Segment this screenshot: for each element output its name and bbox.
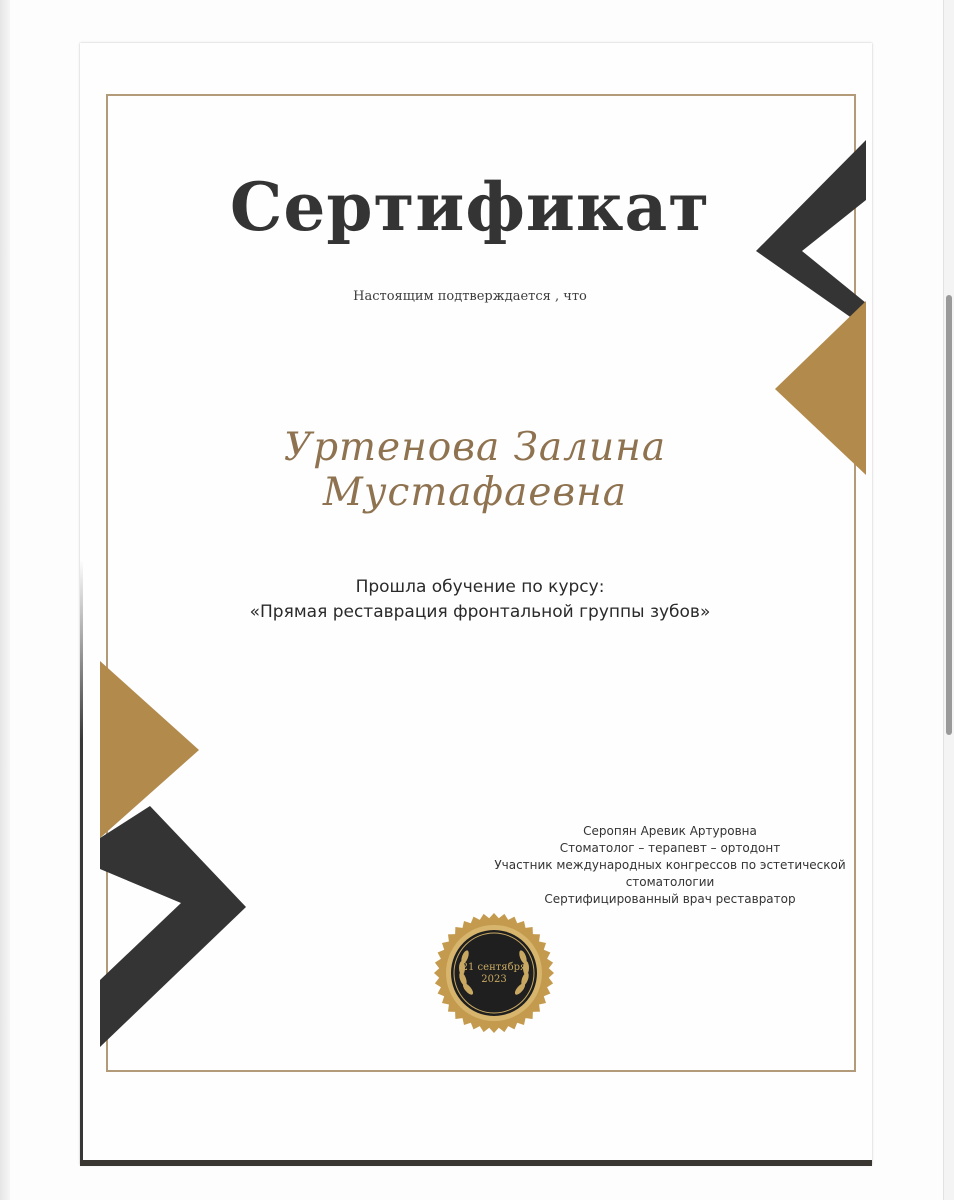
scrollbar-thumb[interactable] (946, 295, 952, 735)
signer-congress: Участник международных конгрессов по эстетической (494, 858, 846, 872)
certificate-title: Сертификат (229, 168, 711, 246)
seal-year: 2023 (481, 974, 507, 985)
seal-icon (432, 911, 556, 1035)
seal-date: 21 сентября (461, 962, 527, 973)
recipient-name: Уртенова Залина Мустафаевна (283, 425, 667, 515)
vertical-scrollbar[interactable] (943, 0, 954, 1200)
course-name: «Прямая реставрация фронтальной группы зубов» (249, 602, 711, 622)
signer-certified: Сертифицированный врач реставратор (544, 892, 796, 906)
signer-block (465, 823, 872, 908)
gold-seal (432, 911, 556, 1035)
signer-name: Серопян Аревик Артуровна (583, 824, 757, 838)
signer-congress-cont: стоматологии (625, 875, 715, 889)
course-intro: Прошла обучение по курсу: (355, 577, 605, 597)
signer-role: Стоматолог – терапевт – ортодонт (559, 841, 781, 855)
dark-chevron-bottom-left (100, 806, 246, 1047)
sheet-bottom-edge (80, 1160, 872, 1166)
sheet-edge-shadow (80, 560, 83, 1160)
viewer-left-edge (0, 0, 10, 1200)
certificate-sheet (80, 43, 872, 1165)
certificate-subtitle: Настоящим подтверждается , что (353, 289, 587, 304)
